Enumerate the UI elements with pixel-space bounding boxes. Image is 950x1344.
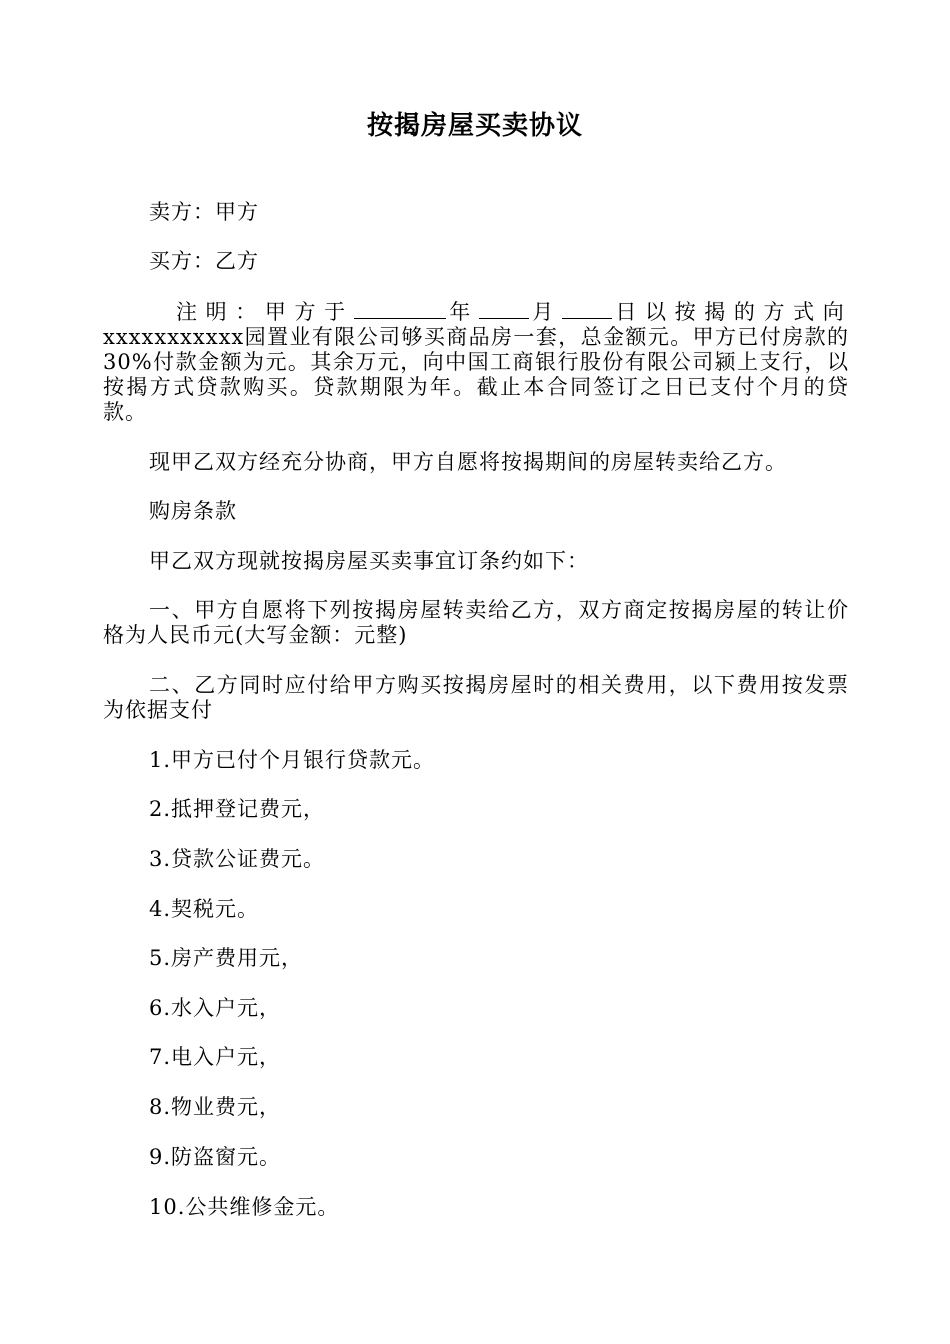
note-year: 年 — [445, 300, 479, 324]
day-blank — [562, 298, 612, 319]
fee-item: 2.抵押登记费元， — [149, 797, 326, 821]
note-lead: 注明：甲方于 — [176, 300, 354, 324]
terms-intro: 甲乙双方现就按揭房屋买卖事宜订条约如下： — [149, 549, 589, 573]
seller-line: 卖方：甲方 — [149, 200, 259, 224]
fee-item: 1.甲方已付个月银行贷款元。 — [149, 748, 436, 772]
fee-item: 7.电入户元， — [149, 1045, 282, 1069]
section-heading: 购房条款 — [149, 499, 237, 523]
year-blank — [354, 298, 446, 319]
clause-2: 二、乙方同时应付给甲方购买按揭房屋时的相关费用，以下费用按发票为依据支付 — [103, 673, 849, 722]
fee-item: 3.贷款公证费元。 — [149, 847, 326, 871]
note-month: 月 — [528, 300, 562, 324]
fee-item: 8.物业费元， — [149, 1095, 282, 1119]
note-day: 日以按揭的方式向 — [611, 300, 850, 324]
fee-item: 9.防盗窗元。 — [149, 1145, 282, 1169]
note-body: xxxxxxxxxxx园置业有限公司够买商品房一套，总金额元。甲方已付房款的30%付款金额为元。其余万元，向中国工商银行股份有限公司颍上支行，以按揭方式贷款购买。贷款期限为年。截止本合同签订之日已支付个月的贷款。 — [103, 325, 849, 424]
clause-1: 一、甲方自愿将下列按揭房屋转卖给乙方，双方商定按揭房屋的转让价格为人民币元(大写金额：元整) — [103, 598, 849, 647]
fee-item: 4.契税元。 — [149, 897, 260, 921]
month-blank — [479, 298, 529, 319]
buyer-line: 买方：乙方 — [149, 249, 259, 273]
fee-item: 5.房产费用元， — [149, 946, 304, 970]
fee-item: 10.公共维修金元。 — [149, 1195, 340, 1219]
agreement-intro: 现甲乙双方经充分协商，甲方自愿将按揭期间的房屋转卖给乙方。 — [149, 450, 787, 474]
note-paragraph — [103, 298, 849, 425]
document-title: 按揭房屋买卖协议 — [366, 111, 583, 141]
fee-item: 6.水入户元， — [149, 996, 282, 1020]
